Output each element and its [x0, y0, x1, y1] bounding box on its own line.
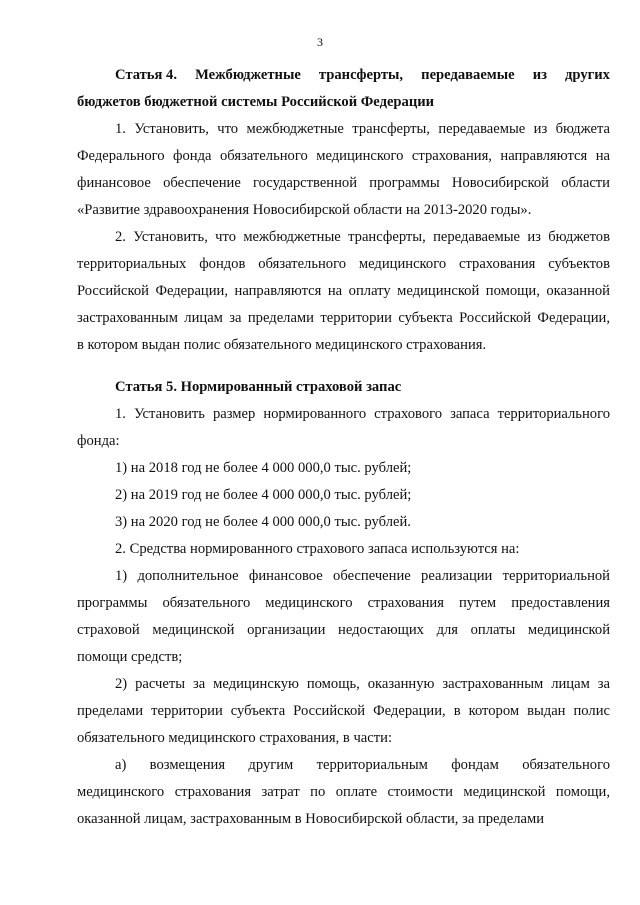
usage-item-1: 1) дополнительное финансовое обеспечение реализации территориальной программы обязательного медицинского страхования путем предоставления страховой медицинской организации недостающих для оплаты медицинской помощи средств; [77, 568, 610, 665]
list-item: 3) на 2020 год не более 4 000 000,0 тыс. рублей. [115, 514, 411, 530]
article-5-heading: Статья 5. Нормированный страховой запас [115, 379, 402, 395]
article-5-paragraph-2: 2. Средства нормированного страхового запаса используются на: [115, 541, 520, 557]
list-item: 1) на 2018 год не более 4 000 000,0 тыс. рублей; [115, 460, 412, 476]
article-5-paragraph-1: 1. Установить размер нормированного страхового запаса территориального фонда: [77, 406, 610, 449]
page-number: 3 [317, 35, 323, 49]
reserve-amount-list [77, 455, 610, 536]
article-5 [77, 374, 610, 833]
usage-item-2: 2) расчеты за медицинскую помощь, оказанную застрахованным лицам за пределами территории субъекта Российской Федерации, в котором выдан полис обязательного медицинского страхования, в части: [77, 676, 610, 746]
article-4-heading [77, 62, 610, 116]
article-4 [77, 62, 610, 359]
article-4-paragraph-1: 1. Установить, что межбюджетные трансферты, передаваемые из бюджета Федерального фонда обязательного медицинского страхования, направляются на финансовое обеспечение государственной программы Новосибирской области «Развитие здравоохранения Новосибирской области на 2013-2020 годы». [77, 121, 610, 218]
heading-line: Статья 4. Межбюджетные трансферты, передаваемые из других [115, 67, 610, 83]
heading-line: бюджетов бюджетной системы Российской Федерации [77, 94, 435, 110]
list-item: 2) на 2019 год не более 4 000 000,0 тыс. рублей; [115, 487, 412, 503]
usage-item-2a: а) возмещения другим территориальным фондам обязательного медицинского страхования затрат по оплате стоимости медицинской помощи, оказанной лицам, застрахованным в Новосибирской области, за пределами [77, 757, 610, 827]
article-4-paragraph-2: 2. Установить, что межбюджетные трансферты, передаваемые из бюджетов территориальных фондов обязательного медицинского страхования субъектов Российской Федерации, направляются на оплату медицинской помощи, оказанной застрахованным лицам за пределами территории субъекта Российской Федерации, в котором выдан полис обязательного медицинского страхования. [77, 229, 610, 353]
